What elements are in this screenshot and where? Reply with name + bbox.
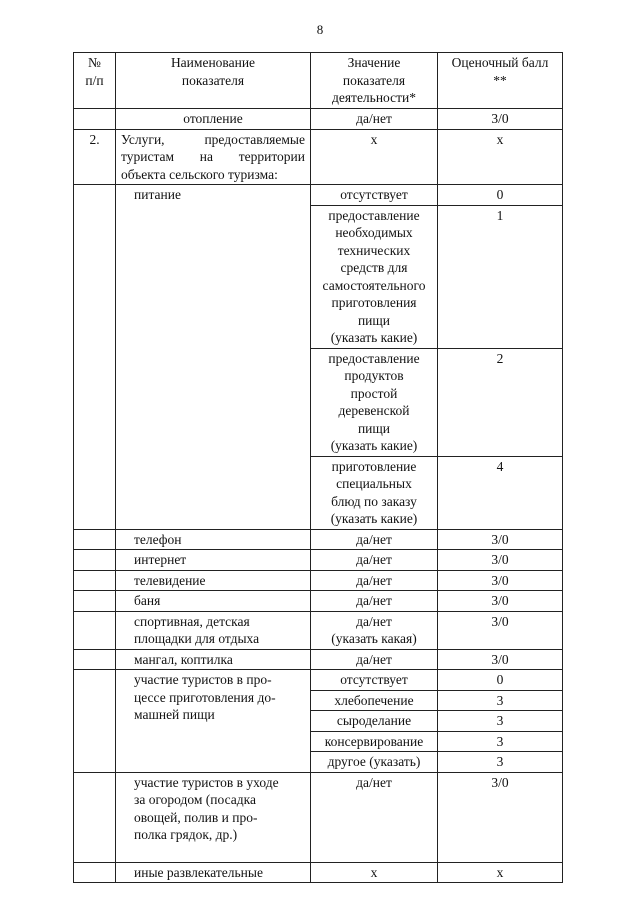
row-heating-score: 3/0 — [438, 109, 563, 130]
row-food-name: питание — [116, 185, 311, 530]
table-row — [74, 591, 563, 612]
cooking-option-score: 0 — [438, 670, 563, 691]
row-number — [74, 649, 116, 670]
table-row — [74, 185, 563, 206]
page-number: 8 — [316, 22, 324, 37]
services-text: туристам — [121, 149, 175, 164]
services-text: на — [199, 149, 213, 164]
header-number: № п/п — [74, 53, 116, 109]
food-option-score: 2 — [438, 348, 563, 456]
row-phone-score: 3/0 — [438, 529, 563, 550]
cooking-option-value: хлебопечение — [311, 690, 438, 711]
table-row — [74, 611, 563, 649]
row-sports-value: да/нет (указать какая) — [311, 611, 438, 649]
food-option-value: предоставление необходимых технических средств для самостоятельного приготовления пищи (указать какие) — [311, 205, 438, 348]
row-tv-value: да/нет — [311, 570, 438, 591]
row-grill-score: 3/0 — [438, 649, 563, 670]
row-number — [74, 862, 116, 883]
row-tv-name: телевидение — [116, 570, 311, 591]
indicators-table — [73, 52, 563, 883]
row-number — [74, 670, 116, 773]
row-number — [74, 185, 116, 530]
row-number — [74, 591, 116, 612]
row-entertainment-name: иные развлекательные — [116, 862, 311, 883]
row-grill-name: мангал, коптилка — [116, 649, 311, 670]
row-heating-name: отопление — [116, 109, 311, 130]
table-row — [74, 529, 563, 550]
food-option-value: приготовление специальных блюд по заказу (указать какие) — [311, 456, 438, 529]
table-row — [74, 649, 563, 670]
row-number — [74, 772, 116, 862]
row-phone-value: да/нет — [311, 529, 438, 550]
row-garden-name: участие туристов в уходе за огородом (посадка овощей, полив и про- полка грядок, др.) — [116, 772, 311, 862]
services-text: территории — [238, 149, 305, 164]
row-number — [74, 109, 116, 130]
row-garden-value: да/нет — [311, 772, 438, 862]
row-services-score: х — [438, 129, 563, 185]
table-header-row — [74, 53, 563, 109]
header-indicator-value: Значение показателя деятельности* — [311, 53, 438, 109]
row-number — [74, 550, 116, 571]
row-bath-score: 3/0 — [438, 591, 563, 612]
food-option-score: 4 — [438, 456, 563, 529]
row-number — [74, 529, 116, 550]
row-tv-score: 3/0 — [438, 570, 563, 591]
row-internet-name: интернет — [116, 550, 311, 571]
row-number: 2. — [74, 129, 116, 185]
table-row — [74, 772, 563, 862]
cooking-option-value: другое (указать) — [311, 752, 438, 773]
row-heating-value: да/нет — [311, 109, 438, 130]
table-row — [74, 550, 563, 571]
table-row — [74, 670, 563, 691]
services-text: Услуги, — [121, 131, 165, 147]
row-entertainment-score: х — [438, 862, 563, 883]
row-cooking-name: участие туристов в про- цессе приготовления до- машней пищи — [116, 670, 311, 773]
cooking-option-value: отсутствует — [311, 670, 438, 691]
food-option-score: 0 — [438, 185, 563, 206]
cooking-option-score: 3 — [438, 711, 563, 732]
cooking-option-score: 3 — [438, 731, 563, 752]
row-internet-score: 3/0 — [438, 550, 563, 571]
services-text: объекта сельского туризма: — [121, 166, 278, 182]
row-number — [74, 570, 116, 591]
row-bath-value: да/нет — [311, 591, 438, 612]
services-text: предоставляемые — [204, 131, 305, 147]
row-services-value: х — [311, 129, 438, 185]
cooking-option-value: консервирование — [311, 731, 438, 752]
cooking-option-score: 3 — [438, 690, 563, 711]
row-entertainment-value: х — [311, 862, 438, 883]
row-phone-name: телефон — [116, 529, 311, 550]
food-option-value: отсутствует — [311, 185, 438, 206]
cooking-option-score: 3 — [438, 752, 563, 773]
row-services-name — [116, 129, 311, 185]
row-grill-value: да/нет — [311, 649, 438, 670]
food-option-value: предоставление продуктов простой деревенской пищи (указать какие) — [311, 348, 438, 456]
header-indicator-name: Наименование показателя — [116, 53, 311, 109]
row-sports-score: 3/0 — [438, 611, 563, 649]
cooking-option-value: сыроделание — [311, 711, 438, 732]
row-garden-score: 3/0 — [438, 772, 563, 862]
table-row — [74, 109, 563, 130]
row-sports-name: спортивная, детская площадки для отдыха — [116, 611, 311, 649]
row-bath-name: баня — [116, 591, 311, 612]
row-internet-value: да/нет — [311, 550, 438, 571]
row-number — [74, 611, 116, 649]
table-row — [74, 129, 563, 185]
food-option-score: 1 — [438, 205, 563, 348]
table-row — [74, 862, 563, 883]
header-score: Оценочный балл ** — [438, 53, 563, 109]
table-row — [74, 570, 563, 591]
